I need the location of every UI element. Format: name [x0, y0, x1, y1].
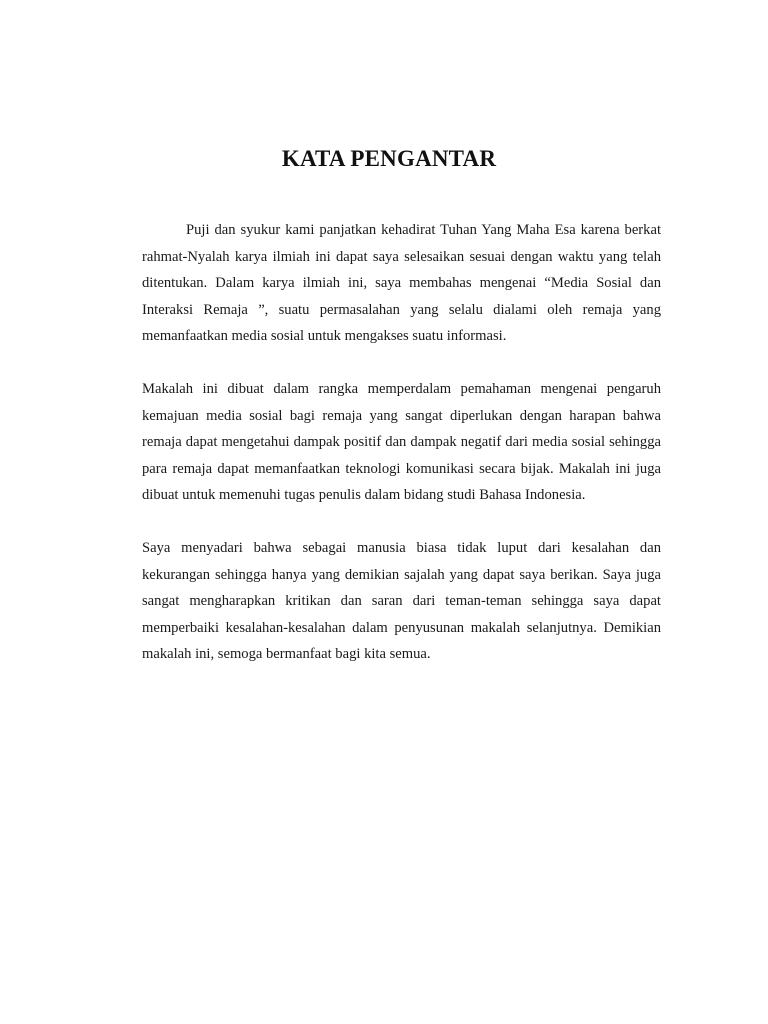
paragraph-1: Puji dan syukur kami panjatkan kehadirat Tuhan Yang Maha Esa karena berkat rahmat-Nyalah karya ilmiah ini dapat saya selesaikan sesuai dengan waktu yang telah ditentukan. Dalam karya ilmiah ini, saya membahas mengenai “Media Sosial dan Interaksi Remaja ”, suatu permasalahan yang selalu dialami oleh remaja yang memanfaatkan media sosial untuk mengakses suatu informasi.	[142, 222, 661, 345]
document-body	[142, 217, 661, 668]
page-title: KATA PENGANTAR	[281, 146, 497, 171]
paragraph-3: Saya menyadari bahwa sebagai manusia biasa tidak luput dari kesalahan dan kekurangan sehingga hanya yang demikian sajalah yang dapat saya berikan. Saya juga sangat mengharapkan kritikan dan saran dari teman-teman sehingga saya dapat memperbaiki kesalahan-kesalahan dalam penyusunan makalah selanjutnya. Demikian makalah ini, semoga bermanfaat bagi kita semua.	[142, 539, 661, 663]
paragraph-2: Makalah ini dibuat dalam rangka memperdalam pemahaman mengenai pengaruh kemajuan media sosial bagi remaja yang sangat diperlukan dengan harapan bahwa remaja dapat mengetahui dampak positif dan dampak negatif dari media sosial sehingga para remaja dapat memanfaatkan teknologi komunikasi secara bijak. Makalah ini juga dibuat untuk memenuhi tugas penulis dalam bidang studi Bahasa Indonesia.	[142, 380, 661, 504]
